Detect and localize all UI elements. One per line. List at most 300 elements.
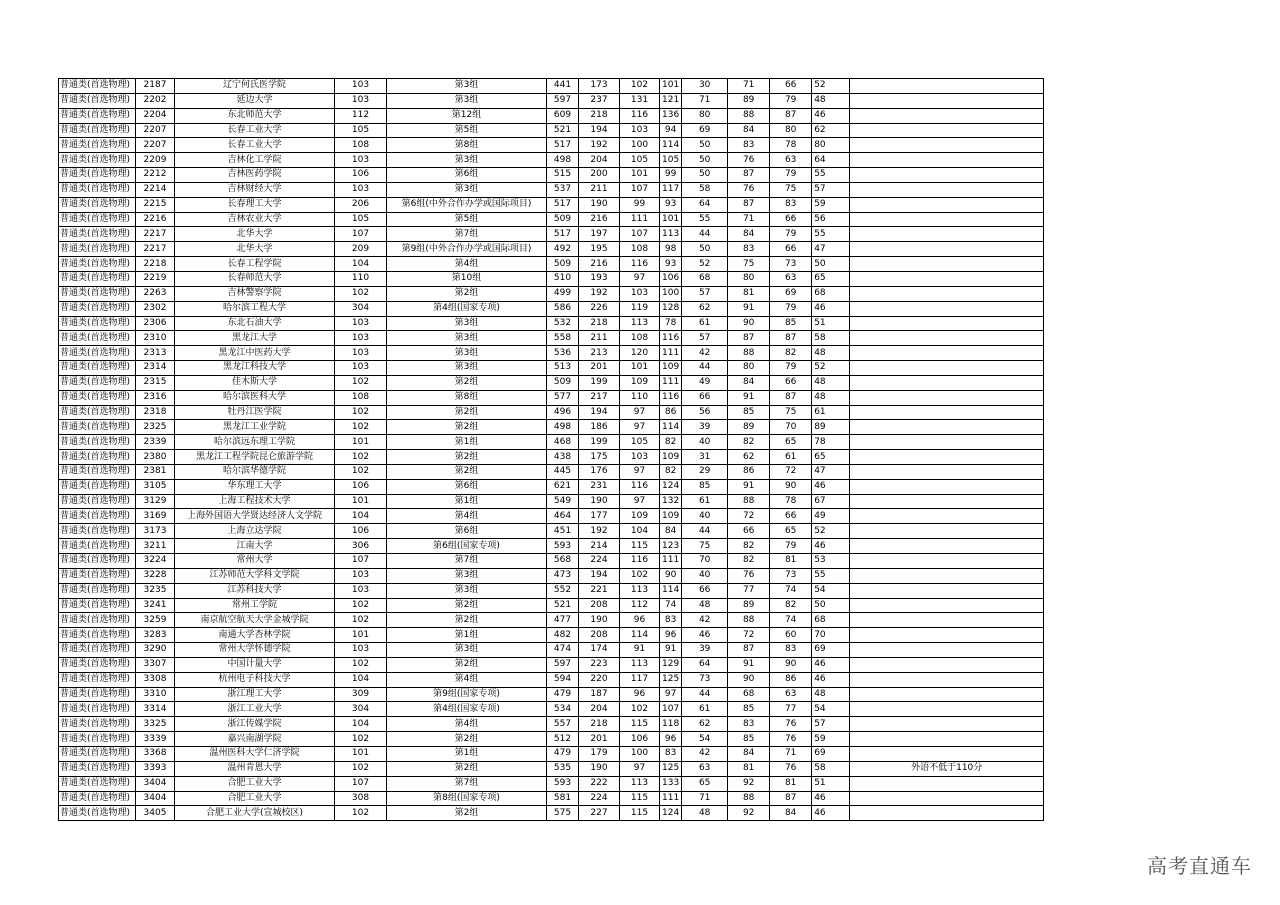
group-name-cell: 第6组(国家专项) xyxy=(387,539,547,554)
batch-cell: 普通类(首选物理) xyxy=(59,479,136,494)
score-d-cell: 39 xyxy=(682,643,728,658)
score-b-cell: 113 xyxy=(620,657,660,672)
school-name-cell: 黑龙江工业学院 xyxy=(175,420,335,435)
school-code-cell: 3241 xyxy=(136,598,175,613)
score-g-cell: 59 xyxy=(812,732,850,747)
score-a-cell: 195 xyxy=(579,242,620,257)
score-a-cell: 199 xyxy=(579,435,620,450)
score-f-cell: 69 xyxy=(770,286,812,301)
score-a-cell: 214 xyxy=(579,539,620,554)
score-f-cell: 61 xyxy=(770,450,812,465)
score-g-cell: 48 xyxy=(812,390,850,405)
score-g-cell: 80 xyxy=(812,138,850,153)
min-score-cell: 509 xyxy=(547,257,579,272)
score-d-cell: 40 xyxy=(682,568,728,583)
score-f-cell: 81 xyxy=(770,554,812,569)
group-name-cell: 第3组 xyxy=(387,316,547,331)
score-b-cell: 119 xyxy=(620,301,660,316)
score-a-cell: 237 xyxy=(579,93,620,108)
score-e-cell: 82 xyxy=(728,539,770,554)
group-code-cell: 103 xyxy=(335,182,387,197)
remark-cell xyxy=(850,405,1044,420)
score-d-cell: 46 xyxy=(682,628,728,643)
score-d-cell: 31 xyxy=(682,450,728,465)
batch-cell: 普通类(首选物理) xyxy=(59,331,136,346)
score-c-cell: 106 xyxy=(660,271,682,286)
score-a-cell: 192 xyxy=(579,138,620,153)
school-code-cell: 3308 xyxy=(136,672,175,687)
table-row xyxy=(59,791,1044,806)
group-code-cell: 112 xyxy=(335,108,387,123)
remark-cell xyxy=(850,375,1044,390)
group-code-cell: 102 xyxy=(335,806,387,821)
score-g-cell: 69 xyxy=(812,643,850,658)
school-code-cell: 3235 xyxy=(136,583,175,598)
score-d-cell: 54 xyxy=(682,732,728,747)
remark-cell xyxy=(850,420,1044,435)
score-c-cell: 82 xyxy=(660,435,682,450)
score-b-cell: 96 xyxy=(620,613,660,628)
group-name-cell: 第2组 xyxy=(387,286,547,301)
score-g-cell: 68 xyxy=(812,613,850,628)
score-g-cell: 64 xyxy=(812,153,850,168)
score-f-cell: 90 xyxy=(770,479,812,494)
score-c-cell: 94 xyxy=(660,123,682,138)
score-d-cell: 40 xyxy=(682,435,728,450)
table-row xyxy=(59,197,1044,212)
score-c-cell: 132 xyxy=(660,494,682,509)
min-score-cell: 558 xyxy=(547,331,579,346)
group-name-cell: 第6组 xyxy=(387,479,547,494)
batch-cell: 普通类(首选物理) xyxy=(59,628,136,643)
school-code-cell: 2302 xyxy=(136,301,175,316)
score-e-cell: 85 xyxy=(728,405,770,420)
remark-cell xyxy=(850,346,1044,361)
batch-cell: 普通类(首选物理) xyxy=(59,390,136,405)
group-code-cell: 308 xyxy=(335,791,387,806)
score-d-cell: 64 xyxy=(682,657,728,672)
school-code-cell: 3404 xyxy=(136,791,175,806)
remark-cell xyxy=(850,464,1044,479)
batch-cell: 普通类(首选物理) xyxy=(59,761,136,776)
score-g-cell: 46 xyxy=(812,806,850,821)
table-row xyxy=(59,227,1044,242)
score-f-cell: 79 xyxy=(770,301,812,316)
group-name-cell: 第2组 xyxy=(387,598,547,613)
school-name-cell: 吉林农业大学 xyxy=(175,212,335,227)
score-g-cell: 57 xyxy=(812,182,850,197)
batch-cell: 普通类(首选物理) xyxy=(59,257,136,272)
score-g-cell: 50 xyxy=(812,257,850,272)
group-code-cell: 102 xyxy=(335,420,387,435)
remark-cell xyxy=(850,717,1044,732)
remark-cell xyxy=(850,182,1044,197)
group-name-cell: 第7组 xyxy=(387,554,547,569)
score-c-cell: 91 xyxy=(660,643,682,658)
remark-cell xyxy=(850,524,1044,539)
score-g-cell: 58 xyxy=(812,761,850,776)
batch-cell: 普通类(首选物理) xyxy=(59,657,136,672)
min-score-cell: 512 xyxy=(547,732,579,747)
score-e-cell: 71 xyxy=(728,212,770,227)
score-a-cell: 190 xyxy=(579,613,620,628)
score-c-cell: 111 xyxy=(660,791,682,806)
score-e-cell: 88 xyxy=(728,494,770,509)
table-row xyxy=(59,628,1044,643)
score-d-cell: 55 xyxy=(682,212,728,227)
school-code-cell: 3283 xyxy=(136,628,175,643)
remark-cell xyxy=(850,390,1044,405)
score-a-cell: 173 xyxy=(579,79,620,94)
school-code-cell: 2316 xyxy=(136,390,175,405)
batch-cell: 普通类(首选物理) xyxy=(59,509,136,524)
group-code-cell: 105 xyxy=(335,212,387,227)
school-code-cell: 3404 xyxy=(136,776,175,791)
score-f-cell: 83 xyxy=(770,643,812,658)
score-a-cell: 221 xyxy=(579,583,620,598)
table-row xyxy=(59,212,1044,227)
score-d-cell: 71 xyxy=(682,93,728,108)
score-b-cell: 101 xyxy=(620,168,660,183)
remark-cell xyxy=(850,643,1044,658)
remark-cell xyxy=(850,554,1044,569)
score-g-cell: 52 xyxy=(812,79,850,94)
table-row xyxy=(59,598,1044,613)
school-code-cell: 2217 xyxy=(136,227,175,242)
group-name-cell: 第2组 xyxy=(387,613,547,628)
min-score-cell: 498 xyxy=(547,420,579,435)
group-code-cell: 304 xyxy=(335,702,387,717)
group-code-cell: 103 xyxy=(335,346,387,361)
score-f-cell: 86 xyxy=(770,672,812,687)
table-row xyxy=(59,657,1044,672)
school-name-cell: 东北石油大学 xyxy=(175,316,335,331)
school-name-cell: 常州大学怀德学院 xyxy=(175,643,335,658)
score-c-cell: 124 xyxy=(660,806,682,821)
score-f-cell: 80 xyxy=(770,123,812,138)
score-e-cell: 88 xyxy=(728,108,770,123)
score-d-cell: 49 xyxy=(682,375,728,390)
score-f-cell: 76 xyxy=(770,761,812,776)
score-f-cell: 76 xyxy=(770,717,812,732)
remark-cell xyxy=(850,687,1044,702)
score-d-cell: 44 xyxy=(682,227,728,242)
score-b-cell: 96 xyxy=(620,687,660,702)
school-name-cell: 南通大学杏林学院 xyxy=(175,628,335,643)
score-a-cell: 201 xyxy=(579,732,620,747)
group-code-cell: 102 xyxy=(335,405,387,420)
score-a-cell: 224 xyxy=(579,791,620,806)
score-a-cell: 200 xyxy=(579,168,620,183)
score-c-cell: 125 xyxy=(660,761,682,776)
school-name-cell: 江南大学 xyxy=(175,539,335,554)
school-code-cell: 2380 xyxy=(136,450,175,465)
score-e-cell: 80 xyxy=(728,271,770,286)
min-score-cell: 517 xyxy=(547,197,579,212)
score-g-cell: 59 xyxy=(812,197,850,212)
score-b-cell: 117 xyxy=(620,672,660,687)
school-code-cell: 2325 xyxy=(136,420,175,435)
batch-cell: 普通类(首选物理) xyxy=(59,197,136,212)
batch-cell: 普通类(首选物理) xyxy=(59,746,136,761)
score-b-cell: 115 xyxy=(620,717,660,732)
score-e-cell: 77 xyxy=(728,583,770,598)
score-g-cell: 46 xyxy=(812,657,850,672)
group-name-cell: 第4组 xyxy=(387,717,547,732)
score-c-cell: 100 xyxy=(660,286,682,301)
school-name-cell: 吉林医药学院 xyxy=(175,168,335,183)
score-a-cell: 208 xyxy=(579,628,620,643)
score-c-cell: 93 xyxy=(660,197,682,212)
score-e-cell: 92 xyxy=(728,806,770,821)
score-g-cell: 52 xyxy=(812,361,850,376)
table-row xyxy=(59,524,1044,539)
remark-cell xyxy=(850,271,1044,286)
score-c-cell: 133 xyxy=(660,776,682,791)
group-code-cell: 103 xyxy=(335,93,387,108)
remark-cell xyxy=(850,301,1044,316)
score-c-cell: 128 xyxy=(660,301,682,316)
score-e-cell: 88 xyxy=(728,791,770,806)
group-code-cell: 306 xyxy=(335,539,387,554)
score-d-cell: 40 xyxy=(682,509,728,524)
school-name-cell: 东北师范大学 xyxy=(175,108,335,123)
school-name-cell: 南京航空航天大学金城学院 xyxy=(175,613,335,628)
batch-cell: 普通类(首选物理) xyxy=(59,672,136,687)
school-code-cell: 3307 xyxy=(136,657,175,672)
min-score-cell: 597 xyxy=(547,657,579,672)
score-g-cell: 55 xyxy=(812,168,850,183)
score-f-cell: 73 xyxy=(770,568,812,583)
score-c-cell: 113 xyxy=(660,227,682,242)
school-name-cell: 浙江传媒学院 xyxy=(175,717,335,732)
group-code-cell: 103 xyxy=(335,153,387,168)
group-code-cell: 304 xyxy=(335,301,387,316)
batch-cell: 普通类(首选物理) xyxy=(59,702,136,717)
school-name-cell: 嘉兴南湖学院 xyxy=(175,732,335,747)
school-name-cell: 江苏科技大学 xyxy=(175,583,335,598)
remark-cell xyxy=(850,227,1044,242)
school-code-cell: 3405 xyxy=(136,806,175,821)
min-score-cell: 597 xyxy=(547,93,579,108)
batch-cell: 普通类(首选物理) xyxy=(59,286,136,301)
min-score-cell: 441 xyxy=(547,79,579,94)
score-c-cell: 109 xyxy=(660,361,682,376)
school-code-cell: 2315 xyxy=(136,375,175,390)
score-a-cell: 192 xyxy=(579,286,620,301)
group-name-cell: 第4组(国家专项) xyxy=(387,702,547,717)
score-e-cell: 89 xyxy=(728,598,770,613)
school-name-cell: 吉林警察学院 xyxy=(175,286,335,301)
school-code-cell: 2212 xyxy=(136,168,175,183)
score-f-cell: 79 xyxy=(770,168,812,183)
group-code-cell: 102 xyxy=(335,613,387,628)
score-g-cell: 78 xyxy=(812,435,850,450)
score-a-cell: 226 xyxy=(579,301,620,316)
min-score-cell: 479 xyxy=(547,687,579,702)
remark-cell xyxy=(850,494,1044,509)
score-e-cell: 75 xyxy=(728,257,770,272)
school-name-cell: 北华大学 xyxy=(175,242,335,257)
score-d-cell: 63 xyxy=(682,761,728,776)
score-g-cell: 56 xyxy=(812,212,850,227)
group-name-cell: 第5组 xyxy=(387,212,547,227)
remark-cell xyxy=(850,108,1044,123)
table-row xyxy=(59,450,1044,465)
table-row xyxy=(59,242,1044,257)
score-d-cell: 42 xyxy=(682,346,728,361)
score-e-cell: 71 xyxy=(728,79,770,94)
score-e-cell: 91 xyxy=(728,479,770,494)
score-e-cell: 84 xyxy=(728,227,770,242)
score-b-cell: 108 xyxy=(620,242,660,257)
score-f-cell: 77 xyxy=(770,702,812,717)
score-b-cell: 103 xyxy=(620,123,660,138)
school-name-cell: 杭州电子科技大学 xyxy=(175,672,335,687)
table-row xyxy=(59,761,1044,776)
score-a-cell: 218 xyxy=(579,717,620,732)
score-e-cell: 81 xyxy=(728,286,770,301)
score-c-cell: 90 xyxy=(660,568,682,583)
group-code-cell: 107 xyxy=(335,776,387,791)
remark-cell xyxy=(850,93,1044,108)
score-f-cell: 75 xyxy=(770,182,812,197)
score-c-cell: 111 xyxy=(660,375,682,390)
score-e-cell: 82 xyxy=(728,435,770,450)
school-code-cell: 3211 xyxy=(136,539,175,554)
table-row xyxy=(59,539,1044,554)
score-d-cell: 30 xyxy=(682,79,728,94)
school-name-cell: 温州医科大学仁济学院 xyxy=(175,746,335,761)
score-a-cell: 197 xyxy=(579,227,620,242)
batch-cell: 普通类(首选物理) xyxy=(59,182,136,197)
table-row xyxy=(59,271,1044,286)
score-a-cell: 218 xyxy=(579,316,620,331)
group-code-cell: 101 xyxy=(335,435,387,450)
table-row xyxy=(59,643,1044,658)
remark-cell xyxy=(850,257,1044,272)
min-score-cell: 594 xyxy=(547,672,579,687)
score-d-cell: 64 xyxy=(682,197,728,212)
table-row xyxy=(59,613,1044,628)
group-code-cell: 102 xyxy=(335,732,387,747)
group-code-cell: 105 xyxy=(335,123,387,138)
score-e-cell: 83 xyxy=(728,242,770,257)
table-row xyxy=(59,583,1044,598)
score-d-cell: 61 xyxy=(682,316,728,331)
score-f-cell: 79 xyxy=(770,361,812,376)
score-b-cell: 105 xyxy=(620,153,660,168)
score-c-cell: 111 xyxy=(660,346,682,361)
group-name-cell: 第3组 xyxy=(387,583,547,598)
table-row xyxy=(59,464,1044,479)
score-b-cell: 100 xyxy=(620,746,660,761)
group-code-cell: 104 xyxy=(335,717,387,732)
table-row xyxy=(59,746,1044,761)
min-score-cell: 552 xyxy=(547,583,579,598)
min-score-cell: 534 xyxy=(547,702,579,717)
score-f-cell: 75 xyxy=(770,405,812,420)
remark-cell xyxy=(850,361,1044,376)
score-c-cell: 117 xyxy=(660,182,682,197)
score-f-cell: 78 xyxy=(770,494,812,509)
batch-cell: 普通类(首选物理) xyxy=(59,643,136,658)
group-name-cell: 第3组 xyxy=(387,331,547,346)
school-code-cell: 2209 xyxy=(136,153,175,168)
table-row xyxy=(59,316,1044,331)
score-a-cell: 227 xyxy=(579,806,620,821)
score-e-cell: 89 xyxy=(728,420,770,435)
min-score-cell: 586 xyxy=(547,301,579,316)
score-a-cell: 194 xyxy=(579,123,620,138)
score-a-cell: 194 xyxy=(579,568,620,583)
score-d-cell: 52 xyxy=(682,257,728,272)
remark-cell xyxy=(850,79,1044,94)
batch-cell: 普通类(首选物理) xyxy=(59,494,136,509)
remark-cell xyxy=(850,168,1044,183)
score-e-cell: 87 xyxy=(728,643,770,658)
school-name-cell: 长春工业大学 xyxy=(175,138,335,153)
group-name-cell: 第1组 xyxy=(387,628,547,643)
batch-cell: 普通类(首选物理) xyxy=(59,687,136,702)
min-score-cell: 509 xyxy=(547,375,579,390)
group-code-cell: 101 xyxy=(335,628,387,643)
group-code-cell: 108 xyxy=(335,138,387,153)
score-e-cell: 81 xyxy=(728,761,770,776)
min-score-cell: 464 xyxy=(547,509,579,524)
school-name-cell: 哈尔滨远东理工学院 xyxy=(175,435,335,450)
score-c-cell: 107 xyxy=(660,702,682,717)
score-b-cell: 107 xyxy=(620,182,660,197)
table-row xyxy=(59,390,1044,405)
school-name-cell: 黑龙江科技大学 xyxy=(175,361,335,376)
school-name-cell: 黑龙江工程学院昆仑旅游学院 xyxy=(175,450,335,465)
group-code-cell: 102 xyxy=(335,761,387,776)
batch-cell: 普通类(首选物理) xyxy=(59,717,136,732)
group-code-cell: 102 xyxy=(335,657,387,672)
score-f-cell: 76 xyxy=(770,732,812,747)
batch-cell: 普通类(首选物理) xyxy=(59,79,136,94)
table-body xyxy=(59,79,1044,821)
score-a-cell: 222 xyxy=(579,776,620,791)
school-code-cell: 3325 xyxy=(136,717,175,732)
score-a-cell: 174 xyxy=(579,643,620,658)
remark-cell xyxy=(850,197,1044,212)
min-score-cell: 593 xyxy=(547,539,579,554)
score-e-cell: 80 xyxy=(728,361,770,376)
school-name-cell: 合肥工业大学 xyxy=(175,776,335,791)
score-d-cell: 57 xyxy=(682,331,728,346)
school-name-cell: 长春师范大学 xyxy=(175,271,335,286)
group-code-cell: 110 xyxy=(335,271,387,286)
min-score-cell: 609 xyxy=(547,108,579,123)
table-row xyxy=(59,257,1044,272)
table-row xyxy=(59,286,1044,301)
group-name-cell: 第7组 xyxy=(387,776,547,791)
score-e-cell: 76 xyxy=(728,182,770,197)
score-g-cell: 47 xyxy=(812,464,850,479)
score-a-cell: 204 xyxy=(579,702,620,717)
score-g-cell: 48 xyxy=(812,687,850,702)
remark-cell xyxy=(850,316,1044,331)
score-a-cell: 175 xyxy=(579,450,620,465)
score-b-cell: 102 xyxy=(620,702,660,717)
table-row xyxy=(59,687,1044,702)
school-code-cell: 3314 xyxy=(136,702,175,717)
school-code-cell: 2207 xyxy=(136,123,175,138)
group-name-cell: 第2组 xyxy=(387,375,547,390)
group-code-cell: 104 xyxy=(335,257,387,272)
